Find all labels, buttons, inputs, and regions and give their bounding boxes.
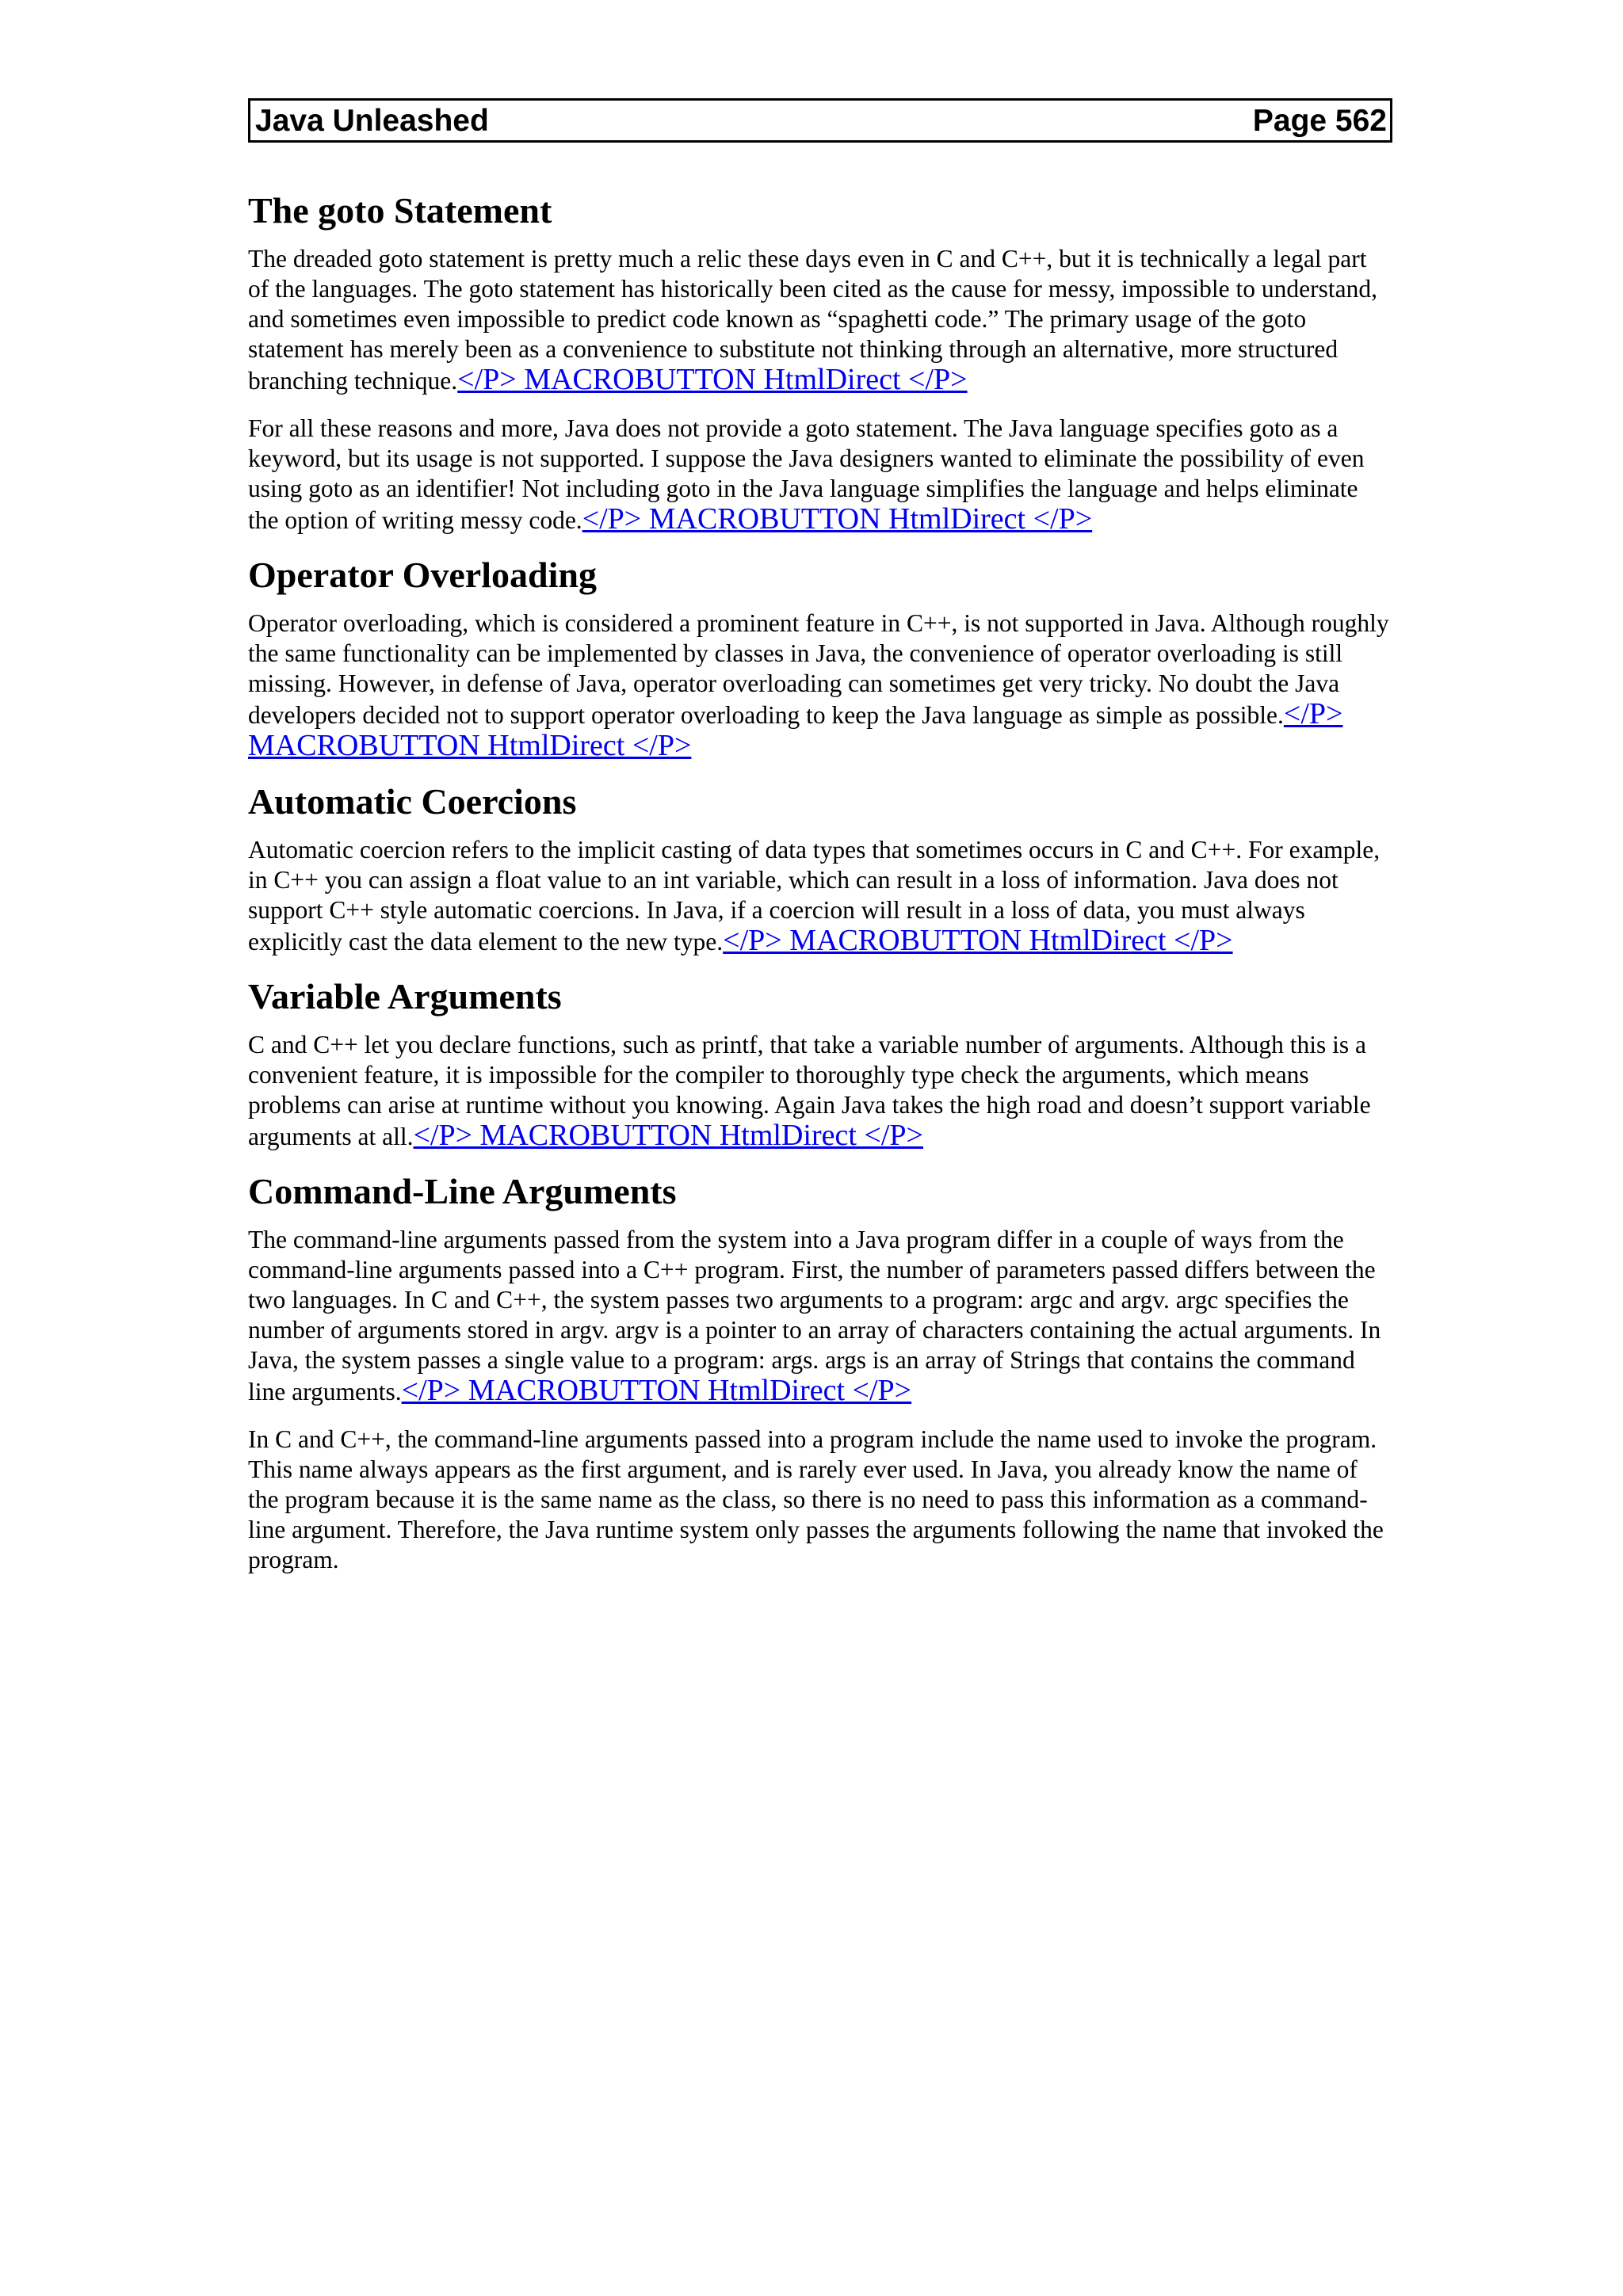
section-operator-overloading (248, 553, 1392, 762)
section-variable-arguments (248, 974, 1392, 1152)
paragraph (248, 608, 1392, 762)
page-number: Page 562 (1252, 103, 1387, 138)
section-heading: Operator Overloading (248, 555, 597, 595)
page-content (248, 189, 1392, 1575)
paragraph (248, 1030, 1392, 1152)
document-page (248, 98, 1392, 1592)
paragraph-text: Operator overloading, which is considered a prominent feature in C++, is not supported in Java. Although roughly the same functionality can be implemented by classes in Java, the convenience of operator overloading is still missing. However, in defense of Java, operator overloading can sometimes get very tricky. No doubt the Java developers decided not to support operator overloading to keep the Java language as simple as possible. (248, 609, 1389, 729)
section-heading: Command-Line Arguments (248, 1171, 677, 1211)
paragraph-text: For all these reasons and more, Java does not provide a goto statement. The Java language specifies goto as a keyword, but its usage is not supported. I suppose the Java designers wanted to eliminate the possibility of even using goto as an identifier! Not including goto in the Java language simplifies the language and helps eliminate the option of writing messy code. (248, 414, 1365, 534)
paragraph-text: The dreaded goto statement is pretty much a relic these days even in C and C++, but it is technically a legal part of the languages. The goto statement has historically been cited as the cause for messy, impossible to understand, and sometimes even impossible to predict code known as “spaghetti code.” The primary usage of the goto statement has merely been as a convenience to substitute not thinking through an alternative, more structured branching technique. (248, 245, 1378, 395)
paragraph-text: Automatic coercion refers to the implicit casting of data types that sometimes occurs in C and C++. For example, in C++ you can assign a float value to an int variable, which can result in a loss of information. Java does not support C++ style automatic coercions. In Java, if a coercion will result in a loss of data, you must always explicitly cast the data element to the new type. (248, 836, 1381, 955)
paragraph (248, 1225, 1392, 1407)
section-heading: Variable Arguments (248, 976, 562, 1016)
paragraph-text: C and C++ let you declare functions, such as printf, that take a variable number of arguments. Although this is a convenient feature, it is impossible for the compiler to thoroughly type check the arguments, which means problems can arise at runtime without you knowing. Again Java takes the high road and doesn’t support variable arguments at all. (248, 1031, 1371, 1150)
book-title: Java Unleashed (255, 103, 489, 138)
paragraph (248, 835, 1392, 957)
page-header (248, 98, 1392, 143)
section-command-line-arguments (248, 1169, 1392, 1575)
section-goto-statement (248, 189, 1392, 536)
paragraph (248, 244, 1392, 396)
paragraph (248, 1425, 1392, 1575)
macrobutton-link[interactable]: </P> MACROBUTTON HtmlDirect </P> (248, 697, 1343, 762)
paragraph (248, 414, 1392, 536)
paragraph-text: In C and C++, the command-line arguments passed into a program include the name used to invoke the program. This name always appears as the first argument, and is rarely ever used. In Java, you already know the name of the program because it is the same name as the class, so there is no need to pass this information as a command-line argument. Therefore, the Java runtime system only passes the arguments following the name that invoked the program. (248, 1425, 1384, 1573)
macrobutton-link[interactable]: </P> MACROBUTTON HtmlDirect </P> (582, 502, 1093, 536)
macrobutton-link[interactable]: </P> MACROBUTTON HtmlDirect </P> (413, 1119, 923, 1152)
section-heading: Automatic Coercions (248, 781, 577, 822)
macrobutton-link[interactable]: </P> MACROBUTTON HtmlDirect </P> (723, 924, 1233, 957)
section-automatic-coercions (248, 780, 1392, 957)
macrobutton-link[interactable]: </P> MACROBUTTON HtmlDirect </P> (457, 363, 968, 396)
macrobutton-link[interactable]: </P> MACROBUTTON HtmlDirect </P> (401, 1374, 912, 1407)
paragraph-text: The command-line arguments passed from the system into a Java program differ in a couple of ways from the command-line arguments passed into a C++ program. First, the number of parameters passed differs between the two languages. In C and C++, the system passes two arguments to a program: argc and argv. argc specifies the number of arguments stored in argv. argv is a pointer to an array of characters containing the actual arguments. In Java, the system passes a single value to a program: args. args is an array of Strings that contains the command line arguments. (248, 1226, 1381, 1405)
section-heading: The goto Statement (248, 190, 552, 231)
